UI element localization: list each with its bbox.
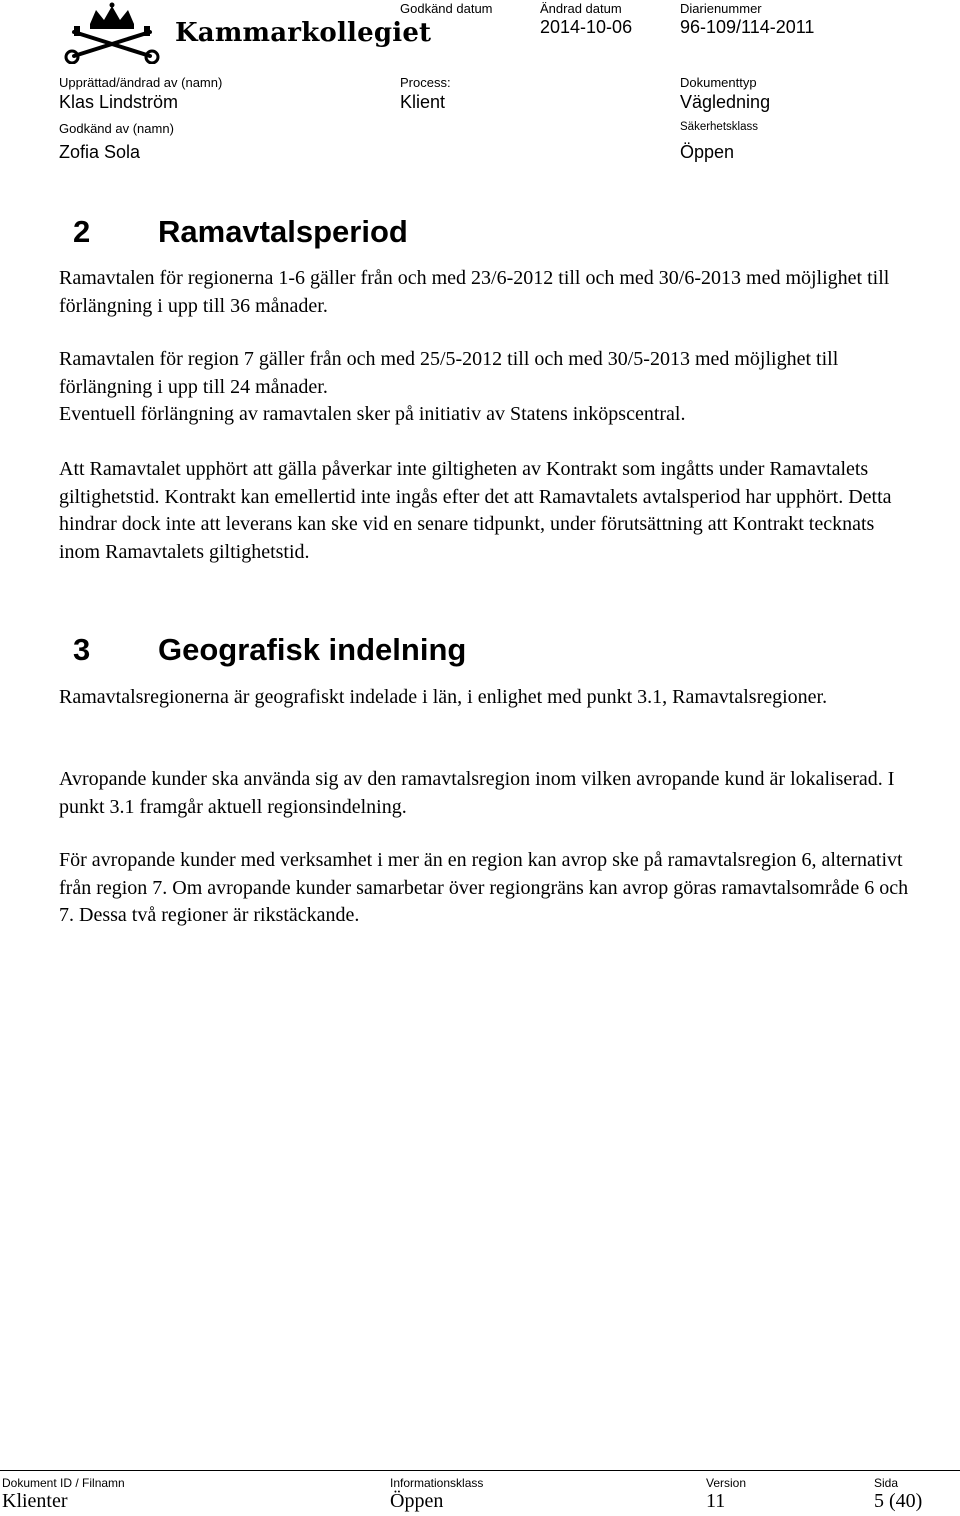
paragraph: För avropande kunder med verksamhet i mer än en region kan avrop ske på ramavtalsregion 6, alternativt från region 7. Om avropande kunder samarbetar över regiongräns kan avrop göras ramavtalsområde 6 och 7. Dessa två regioner är rikstäckande. bbox=[59, 849, 909, 926]
kammarkollegiet-logo bbox=[60, 2, 432, 62]
logo-wordmark: Kammarkollegiet bbox=[175, 18, 432, 48]
page-label: Sida bbox=[874, 1476, 899, 1490]
doc-type-value: Vägledning bbox=[680, 92, 771, 112]
paragraph: Ramavtalen för regionerna 1-6 gäller från och med 23/6-2012 till och med 30/6-2013 med möjlighet till förlängning i upp till 36 månader. bbox=[59, 267, 890, 317]
section-title: Geografisk indelning bbox=[158, 632, 467, 667]
changed-date-value: 2014-10-06 bbox=[540, 17, 633, 37]
paragraph: Eventuell förlängning av ramavtalen sker på initiativ av Statens inköpscentral. bbox=[59, 403, 686, 425]
version-value: 11 bbox=[706, 1490, 726, 1512]
paragraph: Att Ramavtalet upphört att gälla påverkar inte giltigheten av Kontrakt som ingåtts under Ramavtalets giltighetstid. Kontrakt kan emellertid inte ingås efter det att Ramavtalets avtalsperiod har upphört. Detta hindrar dock inte att leverans kan ske vid en senare tidpunkt, under förutsättning att Kontrakt tecknats inom Ramavtalets giltighetstid. bbox=[59, 458, 892, 563]
doc-type-label: Dokumenttyp bbox=[680, 75, 757, 90]
section-heading-3 bbox=[73, 632, 466, 668]
approved-date-label: Godkänd datum bbox=[400, 1, 493, 16]
reg-no-label: Diarienummer bbox=[680, 1, 762, 16]
footer-divider bbox=[0, 1470, 960, 1471]
section-number: 2 bbox=[73, 214, 91, 249]
section-number: 3 bbox=[73, 632, 91, 667]
approved-by-label: Godkänd av (namn) bbox=[59, 121, 174, 136]
changed-date-label: Ändrad datum bbox=[540, 1, 622, 16]
reg-no-value: 96-109/114-2011 bbox=[680, 17, 815, 37]
doc-id-label: Dokument ID / Filnamn bbox=[2, 1476, 125, 1490]
paragraph: Ramavtalsregionerna är geografiskt indelade i län, i enlighet med punkt 3.1, Ramavtalsregioner. bbox=[59, 686, 828, 708]
security-label: Säkerhetsklass bbox=[680, 121, 758, 133]
security-value: Öppen bbox=[680, 142, 735, 162]
section-title: Ramavtalsperiod bbox=[158, 214, 408, 249]
doc-id-value: Klienter bbox=[2, 1490, 68, 1512]
info-class-label: Informationsklass bbox=[390, 1476, 484, 1490]
created-by-label: Upprättad/ändrad av (namn) bbox=[59, 75, 223, 90]
section-heading-2 bbox=[73, 214, 408, 250]
created-by-value: Klas Lindström bbox=[59, 92, 179, 112]
process-label: Process: bbox=[400, 75, 451, 90]
version-label: Version bbox=[706, 1476, 747, 1490]
page-value: 5 (40) bbox=[874, 1490, 923, 1512]
paragraph: Avropande kunder ska använda sig av den ramavtalsregion inom vilken avropande kund är lokaliserad. I punkt 3.1 framgår aktuell regionsindelning. bbox=[59, 768, 895, 818]
approved-by-value: Zofia Sola bbox=[59, 142, 141, 162]
process-value: Klient bbox=[400, 92, 446, 112]
crown-keys-emblem-icon bbox=[60, 2, 170, 64]
paragraph: Ramavtalen för region 7 gäller från och med 25/5-2012 till och med 30/5-2013 med möjlighet till förlängning i upp till 24 månader. bbox=[59, 348, 839, 398]
info-class-value: Öppen bbox=[390, 1490, 444, 1512]
